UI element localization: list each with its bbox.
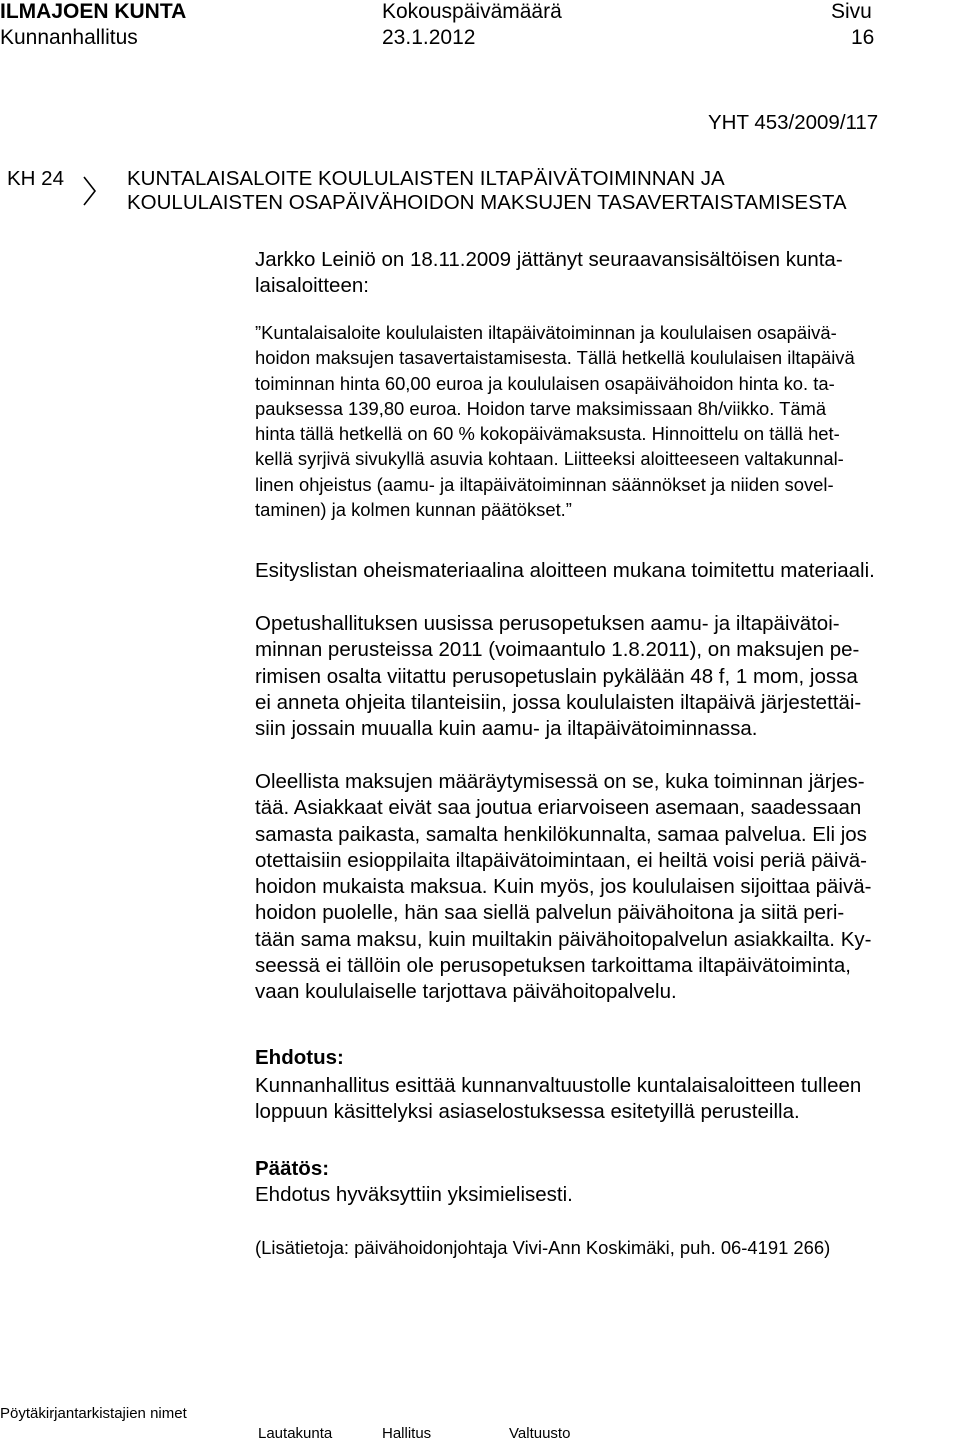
intro-paragraph [255,247,843,299]
case-reference: YHT 453/2009/117 [708,111,879,134]
paragraph-line: laisaloitteen: [255,274,369,297]
paragraph-line: hoidon puolelle, hän saa siellä palvelun päivähoitona ja siitä peri- [255,901,845,925]
paragraph-line: ei anneta ohjeita tilanteisiin, jossa koululaisten iltapäivä järjestettäi- [255,690,862,714]
paragraph-line: tää. Asiakkaat eivät saa joutua eriarvoiseen asemaan, saadessaan [255,796,862,820]
paragraph-line: rimisen osalta viitattu perusopetuslain pykälään 48 f, 1 mom, jossa [255,664,858,688]
paragraph-line: Opetushallituksen uusissa perusopetuksen aamu- ja iltapäivätoi- [255,612,840,635]
paragraph-line: otettaisiin esioppilaita iltapäivätoimintaan, ei heiltä voisi periä päivä- [255,848,867,872]
paragraph-line: Kunnanhallitus esittää kunnanvaltuustolle kuntalaisaloitteen tulleen [255,1074,862,1097]
paragraph-line: Oleellista maksujen määräytymisessä on se, kuka toiminnan järjes- [255,770,865,793]
quoted-initiative [255,320,855,522]
quote-line: linen ohjeistus (aamu- ja iltapäivätoiminnan säännökset ja niiden sovel- [255,473,834,495]
paragraph-line: hoidon mukaista maksua. Kuin myös, jos koululaisen sijoittaa päivä- [255,875,872,899]
proposal-text [255,1073,861,1125]
quote-line: kellä syrjivä sivukyllä asuvia kohtaan. Liitteeksi aloitteeseen valtakunnal- [255,448,844,470]
checkmark-icon [82,171,106,211]
footer-label: Pöytäkirjantarkistajien nimet [0,1405,187,1422]
body-name: Kunnanhallitus [0,26,138,49]
section-title-line: KUNTALAISALOITE KOULULAISTEN ILTAPÄIVÄTOIMINNAN JA [127,167,725,190]
section-title-line: KOULULAISTEN OSAPÄIVÄHOIDON MAKSUJEN TASAVERTAISTAMISESTA [127,191,847,214]
quote-line: hoidon maksujen tasavertaistamisesta. Tällä hetkellä koululaisen iltapäivä [255,347,855,369]
quote-line: toiminnan hinta 60,00 euroa ja koululaisen osapäivähoidon hinta ko. ta- [255,372,835,394]
materials-note: Esityslistan oheismateriaalina aloitteen mukana toimitettu materiaali. [255,559,875,582]
quote-line: taminen) ja kolmen kunnan päätökset.” [255,499,572,521]
paragraph-line: minnan perusteissa 2011 (voimaantulo 1.8.2011), on maksujen pe- [255,638,860,662]
footer-council: Valtuusto [509,1425,571,1442]
footer-board: Hallitus [382,1425,432,1442]
paragraph-line: siin jossain muualla kuin aamu- ja iltapäivätoiminnassa. [255,717,758,741]
paragraph-fees [255,769,871,1006]
paragraph-line: tään sama maksu, kuin muiltakin päivähoitopalvelun asiakkailta. Ky- [255,927,872,951]
section-number: KH 24 [7,167,64,190]
footer-committee: Lautakunta [258,1425,333,1442]
page-label: Sivu [831,0,872,23]
paragraph-line: seessä ei tällöin ole perusopetuksen tarkoittama iltapäivätoiminta, [255,954,851,978]
organization-name: ILMAJOEN KUNTA [0,0,187,23]
meeting-date: 23.1.2012 [382,26,476,49]
paragraph-guidelines [255,611,861,742]
quote-line: hinta tällä hetkellä on 60 % kokopäivämaksusta. Hinnoittelu on tällä het- [255,423,840,445]
section-title [127,167,847,215]
paragraph-line: Jarkko Leiniö on 18.11.2009 jättänyt seuraavansisältöisen kunta- [255,248,843,271]
paragraph-line: vaan koululaiselle tarjottava päivähoitopalvelu. [255,980,677,1004]
contact-info: (Lisätietoja: päivähoidonjohtaja Vivi-Ann Koskimäki, puh. 06-4191 266) [255,1237,831,1258]
quote-line: pauksessa 139,80 euroa. Hoidon tarve maksimissaan 8h/viikko. Tämä [255,397,827,419]
paragraph-line: loppuun käsittelyksi asiaselostuksessa esitetyillä perusteilla. [255,1100,800,1123]
decision-heading: Päätös: [255,1157,330,1180]
decision-text: Ehdotus hyväksyttiin yksimielisesti. [255,1183,573,1206]
quote-line: ”Kuntalaisaloite koululaisten iltapäivätoiminnan ja koululaisen osapäivä- [255,322,837,343]
page-number: 16 [851,26,875,49]
meeting-date-label: Kokouspäivämäärä [382,0,562,23]
proposal-heading: Ehdotus: [255,1046,344,1069]
paragraph-line: samasta paikasta, samalta henkilökunnalta, samaa palvelua. Eli jos [255,822,867,846]
